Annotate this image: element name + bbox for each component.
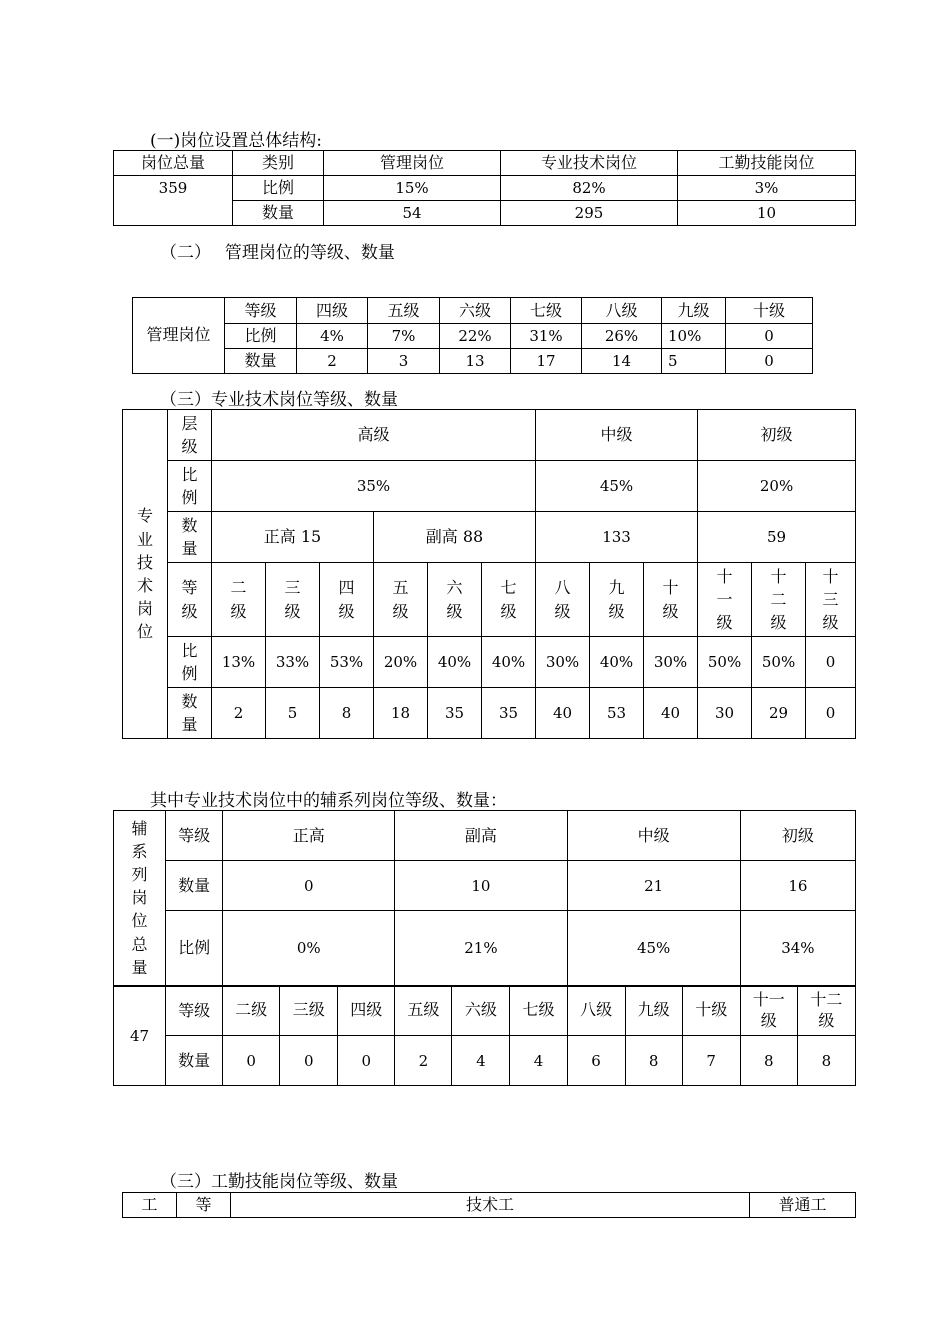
grade-count-cell: 0 [280, 1036, 338, 1086]
grade-count-cell: 0 [223, 1036, 280, 1086]
grade-cell-text: 十二级 [770, 566, 787, 633]
overall-structure-table [113, 150, 856, 226]
ratio-label: 比例 [225, 324, 297, 349]
senior-full-count: 正高 15 [212, 512, 374, 563]
grade-cell-text: 四级 [338, 578, 355, 621]
grade-ratio-cell: 40% [428, 637, 482, 688]
tier-senior: 高级 [212, 410, 536, 461]
tier-count-cell: 16 [740, 861, 855, 911]
grade-count-cell: 8 [625, 1036, 682, 1086]
grade-cell [223, 986, 280, 1036]
grade-count-cell: 35 [428, 688, 482, 739]
tier-junior: 初级 [698, 410, 856, 461]
grade-cell-text: 十三级 [822, 566, 839, 633]
ratio-label: 比例 [166, 911, 223, 986]
header-management: 管理岗位 [324, 151, 501, 176]
count-cell: 54 [324, 201, 501, 226]
tier-mid: 中级 [536, 410, 698, 461]
ratio-cell: 4% [297, 324, 368, 349]
section4-heading: 其中专业技术岗位中的辅系列岗位等级、数量： [150, 791, 507, 811]
tier-cell: 初级 [740, 811, 855, 861]
level-cell: 十级 [726, 298, 813, 324]
tier-ratio-senior: 35% [212, 461, 536, 512]
grade-cell-text: 十一级 [752, 989, 785, 1030]
grade-count-cell: 8 [797, 1036, 855, 1086]
grade-count-cell: 6 [567, 1036, 625, 1086]
skilled-worker-header: 技术工 [231, 1193, 750, 1218]
count-label: 数量 [233, 201, 324, 226]
ratio-cell: 3% [678, 176, 856, 201]
tier-label-text: 层级 [181, 413, 198, 456]
grade-ratio-cell: 33% [266, 637, 320, 688]
grade-ratio-cell: 30% [644, 637, 698, 688]
grade-count-cell: 53 [590, 688, 644, 739]
grade-label: 等级 [166, 986, 223, 1036]
level-cell: 六级 [440, 298, 511, 324]
grade-ratio-label [168, 637, 212, 688]
level-cell: 八级 [582, 298, 662, 324]
tier-ratio-cell: 21% [395, 911, 567, 986]
grade-ratio-cell: 13% [212, 637, 266, 688]
management-grade-table [132, 297, 813, 374]
grade-label [168, 563, 212, 637]
grade-cell [395, 986, 452, 1036]
grade-cell [482, 563, 536, 637]
grade-cell-text: 六级 [446, 578, 463, 621]
level-cell: 九级 [662, 298, 726, 324]
section2-heading: （二） 管理岗位的等级、数量 [160, 243, 395, 263]
worker-grade-table [122, 1192, 856, 1218]
grade-cell-text: 九级 [637, 1000, 670, 1020]
level-cell: 五级 [368, 298, 440, 324]
ratio-label: 比例 [233, 176, 324, 201]
ratio-cell: 26% [582, 324, 662, 349]
count-cell: 14 [582, 349, 662, 374]
management-side-label: 管理岗位 [133, 298, 225, 374]
ratio-cell: 15% [324, 176, 501, 201]
grade-cell-text: 五级 [392, 578, 409, 621]
count-cell: 295 [501, 201, 678, 226]
grade-ratio-cell: 20% [374, 637, 428, 688]
grade-ratio-cell: 40% [482, 637, 536, 688]
grade-cell-text: 二级 [230, 578, 247, 621]
level-label: 等级 [166, 811, 223, 861]
auxiliary-total: 47 [114, 986, 166, 1086]
grade-cell [266, 563, 320, 637]
grade-count-cell: 0 [806, 688, 856, 739]
section5-heading: （三）工勤技能岗位等级、数量 [160, 1172, 398, 1192]
tier-count-cell: 10 [395, 861, 567, 911]
grade-cell [510, 986, 567, 1036]
count-cell: 3 [368, 349, 440, 374]
grade-cell [536, 563, 590, 637]
grade-count-cell: 0 [338, 1036, 395, 1086]
grade-count-cell: 40 [536, 688, 590, 739]
grade-cell [280, 986, 338, 1036]
tier-cell: 副高 [395, 811, 567, 861]
grade-cell-text: 五级 [407, 1000, 440, 1020]
grade-cell [452, 986, 510, 1036]
grade-count-cell: 5 [266, 688, 320, 739]
count-cell: 17 [511, 349, 582, 374]
grade-cell-text: 十一级 [716, 566, 733, 633]
grade-cell-text: 六级 [464, 1000, 497, 1020]
general-worker-header: 普通工 [750, 1193, 856, 1218]
grade-cell [752, 563, 806, 637]
header-category: 类别 [233, 151, 324, 176]
tier-ratio-label [168, 461, 212, 512]
tier-label [168, 410, 212, 461]
grade-cell [740, 986, 797, 1036]
grade-cell-text: 七级 [522, 1000, 555, 1020]
grade-ratio-label-text: 比例 [181, 640, 198, 683]
grade-cell-text: 十级 [695, 1000, 728, 1020]
grade-cell-text: 十二级 [810, 989, 843, 1030]
tier-cell: 正高 [223, 811, 395, 861]
section3-heading: （三）专业技术岗位等级、数量 [160, 390, 398, 410]
grade-cell-text: 三级 [292, 1000, 325, 1020]
auxiliary-side-text: 辅系列岗位总量 [131, 818, 148, 977]
auxiliary-grade-table [113, 810, 856, 1086]
count-cell: 10 [678, 201, 856, 226]
worker-col-1: 工 [123, 1193, 177, 1218]
grade-count-cell: 4 [452, 1036, 510, 1086]
grade-cell [644, 563, 698, 637]
grade-ratio-cell: 30% [536, 637, 590, 688]
ratio-cell: 22% [440, 324, 511, 349]
header-total: 岗位总量 [114, 151, 233, 176]
grade-count-cell: 40 [644, 688, 698, 739]
level-cell: 四级 [297, 298, 368, 324]
grade-cell [428, 563, 482, 637]
grade-cell-text: 八级 [580, 1000, 613, 1020]
tier-count-label-text: 数量 [181, 515, 198, 558]
ratio-cell: 82% [501, 176, 678, 201]
tier-count-label [168, 512, 212, 563]
tier-ratio-mid: 45% [536, 461, 698, 512]
grade-cell [698, 563, 752, 637]
grade-cell [625, 986, 682, 1036]
tier-count-cell: 0 [223, 861, 395, 911]
header-worker: 工勤技能岗位 [678, 151, 856, 176]
ratio-cell: 10% [662, 324, 726, 349]
grade-cell-text: 十级 [662, 578, 679, 621]
count-label: 数量 [225, 349, 297, 374]
grade-count-label [168, 688, 212, 739]
technical-grade-table [122, 409, 856, 739]
grade-count-cell: 7 [682, 1036, 740, 1086]
grade-cell-text: 八级 [554, 578, 571, 621]
grade-ratio-cell: 50% [752, 637, 806, 688]
count-cell: 13 [440, 349, 511, 374]
grade-count-cell: 35 [482, 688, 536, 739]
grade-ratio-cell: 50% [698, 637, 752, 688]
grade-count-cell: 2 [212, 688, 266, 739]
worker-col-2: 等 [177, 1193, 231, 1218]
grade-cell [590, 563, 644, 637]
grade-count-cell: 29 [752, 688, 806, 739]
grade-cell [374, 563, 428, 637]
mid-count: 133 [536, 512, 698, 563]
grade-ratio-cell: 0 [806, 637, 856, 688]
ratio-cell: 31% [511, 324, 582, 349]
grade-count-cell: 18 [374, 688, 428, 739]
grade-cell [797, 986, 855, 1036]
tier-cell: 中级 [567, 811, 740, 861]
grade-cell-text: 九级 [608, 578, 625, 621]
grade-count-cell: 30 [698, 688, 752, 739]
ratio-cell: 7% [368, 324, 440, 349]
header-technical: 专业技术岗位 [501, 151, 678, 176]
junior-count: 59 [698, 512, 856, 563]
grade-cell [682, 986, 740, 1036]
grade-cell [567, 986, 625, 1036]
grade-label-text: 等级 [181, 578, 198, 621]
grade-cell [320, 563, 374, 637]
ratio-cell: 0 [726, 324, 813, 349]
tier-ratio-cell: 34% [740, 911, 855, 986]
technical-side-text: 专业技术岗位 [137, 506, 154, 642]
tier-ratio-cell: 0% [223, 911, 395, 986]
total-value: 359 [114, 176, 233, 226]
grade-count-cell: 2 [395, 1036, 452, 1086]
senior-deputy-count: 副高 88 [374, 512, 536, 563]
count-cell: 5 [662, 349, 726, 374]
grade-count-cell: 8 [320, 688, 374, 739]
level-cell: 七级 [511, 298, 582, 324]
grade-cell-text: 七级 [500, 578, 517, 621]
grade-ratio-cell: 53% [320, 637, 374, 688]
count-cell: 0 [726, 349, 813, 374]
grade-cell-text: 三级 [284, 578, 301, 621]
count-label: 数量 [166, 861, 223, 911]
technical-side-label [123, 410, 168, 739]
grade-cell [338, 986, 395, 1036]
grade-cell [806, 563, 856, 637]
grade-count-cell: 4 [510, 1036, 567, 1086]
grade-cell-text: 四级 [350, 1000, 383, 1020]
grade-count-cell: 8 [740, 1036, 797, 1086]
tier-ratio-junior: 20% [698, 461, 856, 512]
tier-count-cell: 21 [567, 861, 740, 911]
grade-cell [212, 563, 266, 637]
auxiliary-side-label [114, 811, 166, 986]
grade-cell-text: 二级 [235, 1000, 268, 1020]
grade-count-label: 数量 [166, 1036, 223, 1086]
section1-heading: (一)岗位设置总体结构: [150, 131, 322, 151]
tier-ratio-cell: 45% [567, 911, 740, 986]
grade-ratio-cell: 40% [590, 637, 644, 688]
grade-count-label-text: 数量 [181, 691, 198, 734]
tier-ratio-label-text: 比例 [181, 464, 198, 507]
level-label: 等级 [225, 298, 297, 324]
count-cell: 2 [297, 349, 368, 374]
